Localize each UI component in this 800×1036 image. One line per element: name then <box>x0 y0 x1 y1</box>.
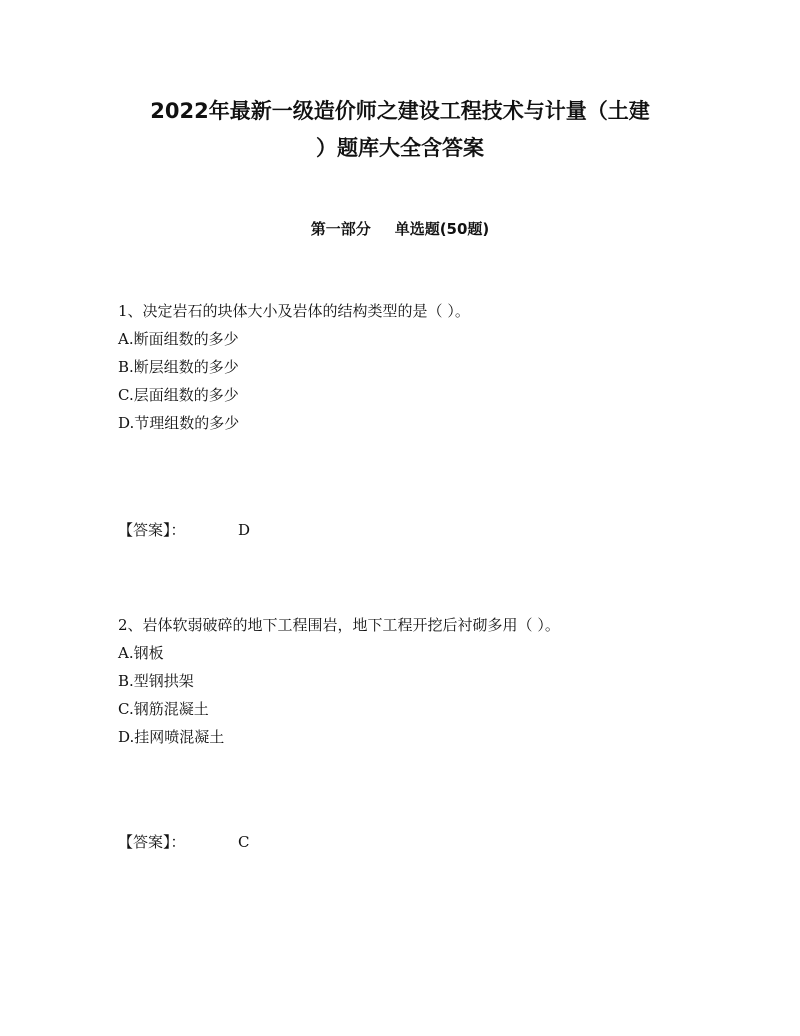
question-2 <box>118 611 718 751</box>
question-1-option-c: C.层面组数的多少 <box>118 386 239 404</box>
question-2-answer <box>118 828 249 856</box>
question-1-answer-label: 【答案】： <box>118 521 186 539</box>
question-2-option-d: D.挂网喷混凝土 <box>118 728 225 746</box>
question-1-answer <box>118 516 250 544</box>
question-2-answer-label: 【答案】： <box>118 833 186 851</box>
question-1-stem: 1、决定岩石的块体大小及岩体的结构类型的是（ ）。 <box>118 302 470 320</box>
question-2-option-c: C.钢筋混凝土 <box>118 700 209 718</box>
question-1-option-b: B.断层组数的多少 <box>118 358 239 376</box>
section-part: 第一部分 <box>310 220 371 238</box>
question-1 <box>118 297 718 437</box>
question-2-stem: 2、岩体软弱破碎的地下工程围岩，地下工程开挖后衬砌多用（ ）。 <box>118 616 560 634</box>
question-2-option-b: B.型钢拱架 <box>118 672 194 690</box>
question-2-answer-value: C <box>238 833 250 851</box>
document-title-line-2: ）题库大全含答案 <box>316 136 484 160</box>
document-title-line-1: 2022年最新一级造价师之建设工程技术与计量（土建 <box>150 99 650 123</box>
question-1-option-d: D.节理组数的多少 <box>118 414 240 432</box>
question-1-answer-value: D <box>238 521 251 539</box>
question-2-option-a: A.钢板 <box>118 644 164 662</box>
section-name: 单选题(50题) <box>394 220 490 238</box>
question-1-option-a: A.断面组数的多少 <box>118 330 239 348</box>
section-heading <box>0 216 800 242</box>
